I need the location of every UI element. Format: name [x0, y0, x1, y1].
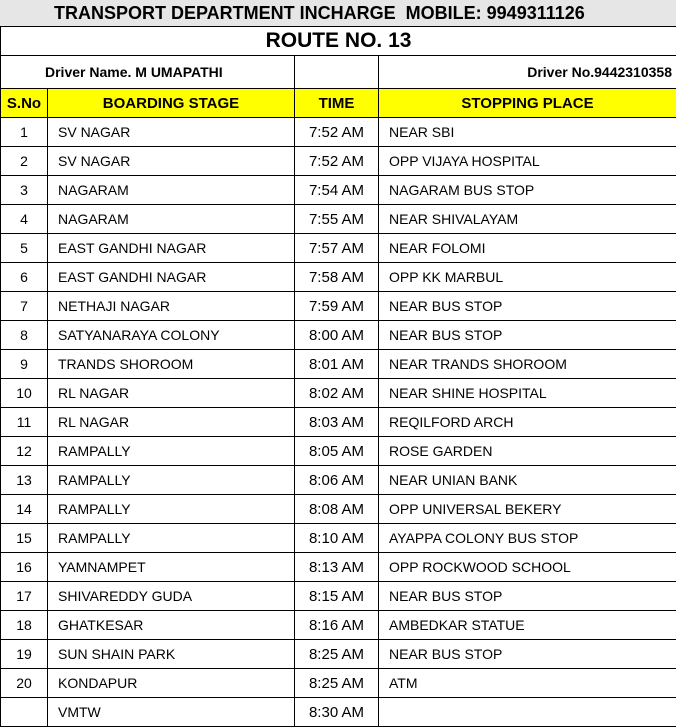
stopping-place-cell: OPP UNIVERSAL BEKERY [379, 495, 676, 524]
time-cell: 8:06 AM [295, 466, 379, 495]
table-row [1, 234, 676, 263]
column-header-sno: S.No [1, 89, 48, 118]
table-row [1, 205, 676, 234]
department-title: TRANSPORT DEPARTMENT INCHARGE MOBILE: 9949311126 [0, 0, 676, 27]
boarding-stage-cell: RAMPALLY [48, 524, 295, 553]
stopping-place-cell: ROSE GARDEN [379, 437, 676, 466]
column-header-time: TIME [295, 89, 379, 118]
time-cell: 7:59 AM [295, 292, 379, 321]
boarding-stage-cell: VMTW [48, 698, 295, 727]
table-row [1, 611, 676, 640]
stopping-place-cell: OPP KK MARBUL [379, 263, 676, 292]
route-number: ROUTE NO. 13 [1, 27, 676, 56]
sno-cell: 3 [1, 176, 48, 205]
time-cell: 8:00 AM [295, 321, 379, 350]
sno-cell: 16 [1, 553, 48, 582]
driver-name: Driver Name. M UMAPATHI [1, 56, 295, 89]
boarding-stage-cell: RAMPALLY [48, 437, 295, 466]
time-cell: 7:54 AM [295, 176, 379, 205]
sno-cell: 10 [1, 379, 48, 408]
time-cell: 8:05 AM [295, 437, 379, 466]
sno-cell: 20 [1, 669, 48, 698]
stopping-place-cell: AYAPPA COLONY BUS STOP [379, 524, 676, 553]
boarding-stage-cell: NAGARAM [48, 176, 295, 205]
stopping-place-cell: NEAR BUS STOP [379, 292, 676, 321]
stopping-place-cell [379, 698, 676, 727]
sno-cell: 14 [1, 495, 48, 524]
sno-cell: 4 [1, 205, 48, 234]
table-row [1, 350, 676, 379]
stopping-place-cell: REQILFORD ARCH [379, 408, 676, 437]
column-header-boarding-stage: BOARDING STAGE [48, 89, 295, 118]
sno-cell: 5 [1, 234, 48, 263]
time-cell: 8:02 AM [295, 379, 379, 408]
table-row [1, 640, 676, 669]
time-cell: 8:10 AM [295, 524, 379, 553]
boarding-stage-cell: SATYANARAYA COLONY [48, 321, 295, 350]
table-row [1, 176, 676, 205]
boarding-stage-cell: RAMPALLY [48, 495, 295, 524]
table-row [1, 147, 676, 176]
sno-cell: 8 [1, 321, 48, 350]
time-cell: 8:25 AM [295, 640, 379, 669]
table-row [1, 495, 676, 524]
route-table [0, 27, 676, 727]
stopping-place-cell: NEAR BUS STOP [379, 321, 676, 350]
time-cell: 8:15 AM [295, 582, 379, 611]
stopping-place-cell: NEAR SBI [379, 118, 676, 147]
time-cell: 8:13 AM [295, 553, 379, 582]
stopping-place-cell: OPP VIJAYA HOSPITAL [379, 147, 676, 176]
boarding-stage-cell: EAST GANDHI NAGAR [48, 234, 295, 263]
boarding-stage-cell: SHIVAREDDY GUDA [48, 582, 295, 611]
table-row [1, 466, 676, 495]
time-cell: 8:16 AM [295, 611, 379, 640]
stopping-place-cell: NEAR UNIAN BANK [379, 466, 676, 495]
boarding-stage-cell: NAGARAM [48, 205, 295, 234]
sno-cell: 18 [1, 611, 48, 640]
boarding-stage-cell: EAST GANDHI NAGAR [48, 263, 295, 292]
sno-cell: 2 [1, 147, 48, 176]
boarding-stage-cell: GHATKESAR [48, 611, 295, 640]
table-row [1, 524, 676, 553]
sno-cell: 15 [1, 524, 48, 553]
table-row [1, 669, 676, 698]
time-cell: 8:03 AM [295, 408, 379, 437]
stopping-place-cell: NEAR BUS STOP [379, 640, 676, 669]
stopping-place-cell: AMBEDKAR STATUE [379, 611, 676, 640]
boarding-stage-cell: RAMPALLY [48, 466, 295, 495]
driver-number: Driver No.9442310358 [379, 56, 676, 89]
stopping-place-cell: NEAR SHINE HOSPITAL [379, 379, 676, 408]
table-row [1, 553, 676, 582]
table-row [1, 118, 676, 147]
sno-cell: 7 [1, 292, 48, 321]
driver-row [1, 56, 676, 89]
stopping-place-cell: ATM [379, 669, 676, 698]
time-cell: 8:30 AM [295, 698, 379, 727]
stopping-place-cell: NAGARAM BUS STOP [379, 176, 676, 205]
boarding-stage-cell: SV NAGAR [48, 147, 295, 176]
table-row [1, 292, 676, 321]
table-row [1, 379, 676, 408]
driver-spacer-cell [295, 56, 379, 89]
time-cell: 7:55 AM [295, 205, 379, 234]
stopping-place-cell: NEAR SHIVALAYAM [379, 205, 676, 234]
boarding-stage-cell: YAMNAMPET [48, 553, 295, 582]
sno-cell: 12 [1, 437, 48, 466]
sno-cell [1, 698, 48, 727]
time-cell: 8:01 AM [295, 350, 379, 379]
sno-cell: 13 [1, 466, 48, 495]
stopping-place-cell: NEAR BUS STOP [379, 582, 676, 611]
boarding-stage-cell: KONDAPUR [48, 669, 295, 698]
table-row [1, 437, 676, 466]
sno-cell: 9 [1, 350, 48, 379]
stopping-place-cell: NEAR FOLOMI [379, 234, 676, 263]
sno-cell: 19 [1, 640, 48, 669]
column-header-row [1, 89, 676, 118]
boarding-stage-cell: RL NAGAR [48, 408, 295, 437]
time-cell: 7:52 AM [295, 118, 379, 147]
stopping-place-cell: OPP ROCKWOOD SCHOOL [379, 553, 676, 582]
sno-cell: 1 [1, 118, 48, 147]
sno-cell: 17 [1, 582, 48, 611]
time-cell: 8:08 AM [295, 495, 379, 524]
table-row [1, 263, 676, 292]
route-number-row [1, 27, 676, 56]
boarding-stage-cell: RL NAGAR [48, 379, 295, 408]
boarding-stage-cell: NETHAJI NAGAR [48, 292, 295, 321]
time-cell: 8:25 AM [295, 669, 379, 698]
table-row [1, 321, 676, 350]
sno-cell: 11 [1, 408, 48, 437]
time-cell: 7:52 AM [295, 147, 379, 176]
stopping-place-cell: NEAR TRANDS SHOROOM [379, 350, 676, 379]
table-row [1, 582, 676, 611]
table-row [1, 408, 676, 437]
time-cell: 7:58 AM [295, 263, 379, 292]
sno-cell: 6 [1, 263, 48, 292]
boarding-stage-cell: SV NAGAR [48, 118, 295, 147]
table-row [1, 698, 676, 727]
time-cell: 7:57 AM [295, 234, 379, 263]
boarding-stage-cell: SUN SHAIN PARK [48, 640, 295, 669]
column-header-stopping-place: STOPPING PLACE [379, 89, 676, 118]
boarding-stage-cell: TRANDS SHOROOM [48, 350, 295, 379]
